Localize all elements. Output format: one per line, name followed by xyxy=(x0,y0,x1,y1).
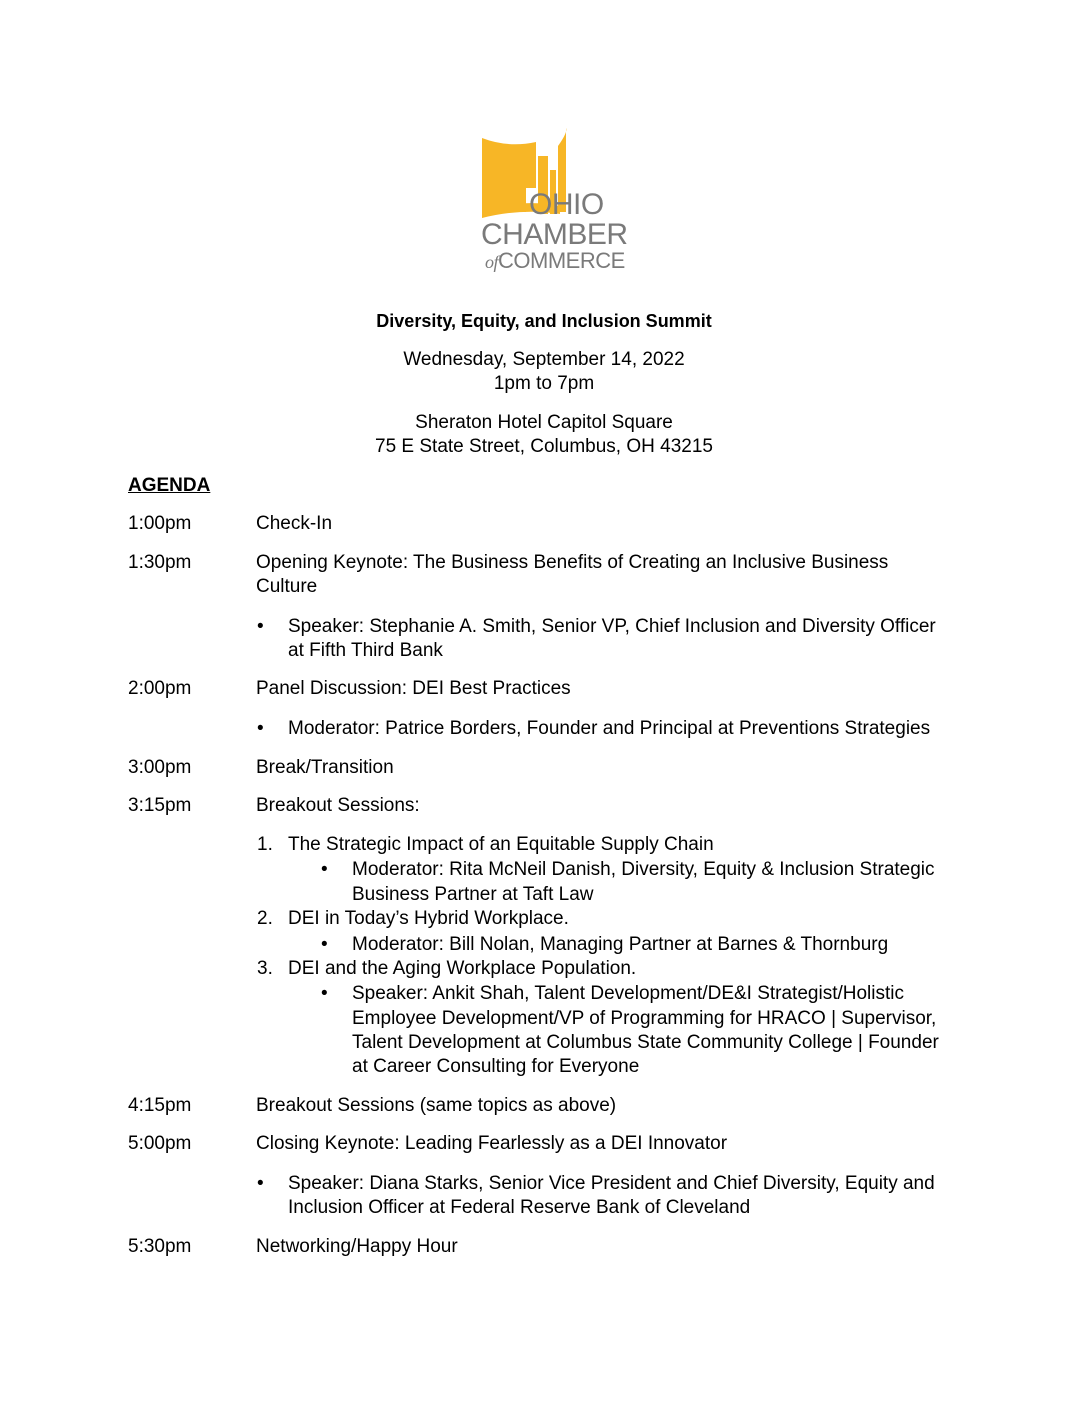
agenda-time: 4:15pm xyxy=(128,1095,192,1116)
agenda-item: Networking/Happy Hour xyxy=(256,1236,458,1257)
speaker-line: Speaker: Ankit Shah, Talent Development/DE&I Strategist/Holistic xyxy=(352,983,904,1004)
logo-commerce: COMMERCE xyxy=(498,248,625,273)
agenda-time: 3:00pm xyxy=(128,757,192,778)
session-number: 1. xyxy=(257,834,273,855)
bullet-icon: • xyxy=(257,616,264,637)
speaker-line: Employee Development/VP of Programming for HRACO | Supervisor, xyxy=(352,1008,937,1029)
session-number: 2. xyxy=(257,908,273,929)
session-title: The Strategic Impact of an Equitable Supply Chain xyxy=(288,834,714,855)
event-time: 1pm to 7pm xyxy=(493,373,595,394)
agenda-item: Break/Transition xyxy=(256,757,394,778)
logo-line-commerce xyxy=(485,250,625,272)
bullet-icon: • xyxy=(321,859,328,880)
speaker-line: Inclusion Officer at Federal Reserve Bank of Cleveland xyxy=(288,1197,751,1218)
speaker-line: Speaker: Diana Starks, Senior Vice President and Chief Diversity, Equity and xyxy=(288,1173,935,1194)
logo-of: of xyxy=(485,252,499,272)
agenda-heading: AGENDA xyxy=(128,475,211,496)
agenda-time: 5:30pm xyxy=(128,1236,192,1257)
session-number: 3. xyxy=(257,958,273,979)
bullet-icon: • xyxy=(321,983,328,1004)
event-address: 75 E State Street, Columbus, OH 43215 xyxy=(375,436,713,457)
bullet-icon: • xyxy=(257,718,264,739)
bullet-icon: • xyxy=(257,1173,264,1194)
event-venue: Sheraton Hotel Capitol Square xyxy=(415,412,673,433)
agenda-item: Breakout Sessions: xyxy=(256,795,420,816)
agenda-item: Check-In xyxy=(256,513,333,534)
logo-line-ohio: OHIO xyxy=(529,188,604,221)
speaker-line: at Career Consulting for Everyone xyxy=(352,1056,640,1077)
session-title: DEI in Today’s Hybrid Workplace. xyxy=(288,908,569,929)
agenda-time: 3:15pm xyxy=(128,795,192,816)
agenda-item: Culture xyxy=(256,576,318,597)
moderator-line: Moderator: Patrice Borders, Founder and Principal at Preventions Strategies xyxy=(288,718,931,739)
agenda-time: 2:00pm xyxy=(128,678,192,699)
agenda-time: 1:00pm xyxy=(128,513,192,534)
agenda-time: 1:30pm xyxy=(128,552,192,573)
moderator-line: Business Partner at Taft Law xyxy=(352,884,594,905)
agenda-item: Breakout Sessions (same topics as above) xyxy=(256,1095,617,1116)
moderator-line: Moderator: Rita McNeil Danish, Diversity, Equity & Inclusion Strategic xyxy=(352,859,935,880)
speaker-line: Talent Development at Columbus State Community College | Founder xyxy=(352,1032,939,1053)
moderator-line: Moderator: Bill Nolan, Managing Partner at Barnes & Thornburg xyxy=(352,934,889,955)
speaker-line: at Fifth Third Bank xyxy=(288,640,443,661)
agenda-item: Panel Discussion: DEI Best Practices xyxy=(256,678,571,699)
agenda-time: 5:00pm xyxy=(128,1133,192,1154)
session-title: DEI and the Aging Workplace Population. xyxy=(288,958,637,979)
speaker-line: Speaker: Stephanie A. Smith, Senior VP, Chief Inclusion and Diversity Officer xyxy=(288,616,936,637)
event-date: Wednesday, September 14, 2022 xyxy=(403,349,685,370)
logo-line-chamber: CHAMBER xyxy=(481,218,628,251)
agenda-item: Opening Keynote: The Business Benefits of Creating an Inclusive Business xyxy=(256,552,889,573)
bullet-icon: • xyxy=(321,934,328,955)
agenda-item: Closing Keynote: Leading Fearlessly as a DEI Innovator xyxy=(256,1133,728,1154)
page-title: Diversity, Equity, and Inclusion Summit xyxy=(376,311,712,331)
